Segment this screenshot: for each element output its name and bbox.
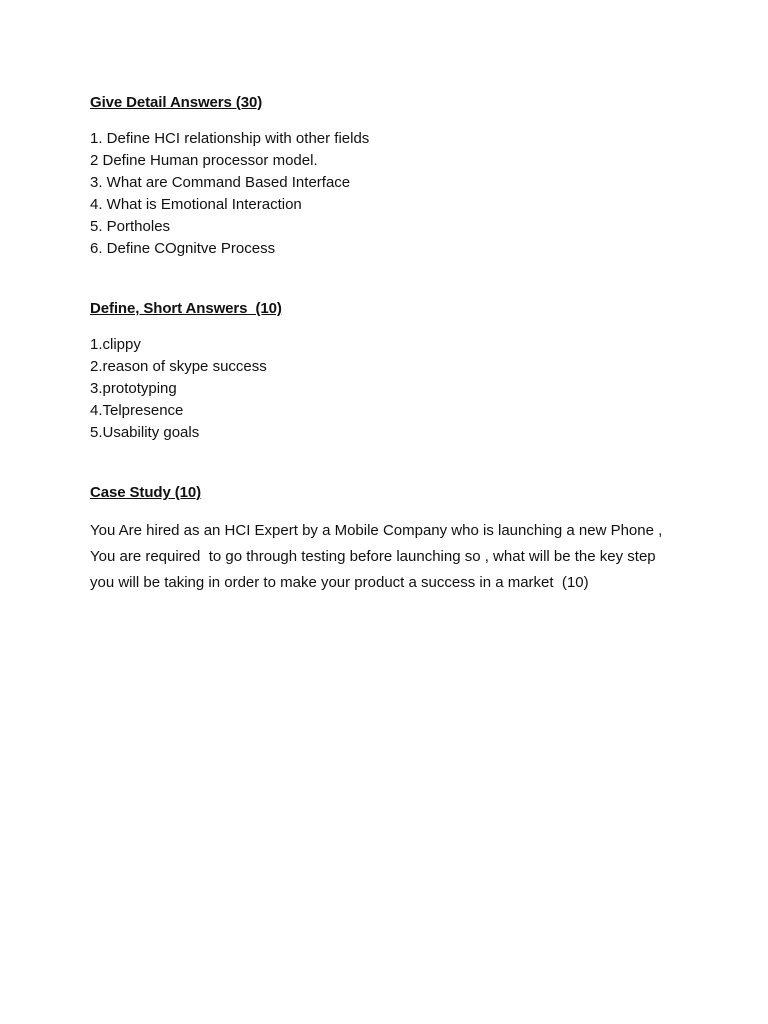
- question-item: 2 Define Human processor model.: [90, 152, 318, 169]
- question-list: [90, 128, 690, 260]
- question-item: 3. What are Command Based Interface: [90, 174, 351, 191]
- question-item: 5. Portholes: [90, 218, 171, 235]
- question-item: 5.Usability goals: [90, 424, 200, 441]
- question-item: 4. What is Emotional Interaction: [90, 196, 302, 213]
- question-item: 2.reason of skype success: [90, 358, 267, 375]
- question-list: [90, 334, 690, 444]
- section-short-answers: [90, 298, 690, 444]
- section-heading: Give Detail Answers (30): [90, 94, 263, 111]
- section-case-study: [90, 482, 690, 596]
- case-study-paragraph: You Are hired as an HCI Expert by a Mobile Company who is launching a new Phone , You are required to go through testing before launching so , what will be the key step you will be taking in order to make your product a success in a market (10): [90, 522, 667, 591]
- question-item: 4.Telpresence: [90, 402, 184, 419]
- document-content: [90, 92, 690, 596]
- section-heading: Case Study (10): [90, 484, 202, 501]
- question-item: 1.clippy: [90, 336, 141, 353]
- question-item: 1. Define HCI relationship with other fields: [90, 130, 370, 147]
- question-item: 3.prototyping: [90, 380, 177, 397]
- section-heading: Define, Short Answers (10): [90, 300, 282, 317]
- question-item: 6. Define COgnitve Process: [90, 240, 276, 257]
- section-detail-answers: [90, 92, 690, 260]
